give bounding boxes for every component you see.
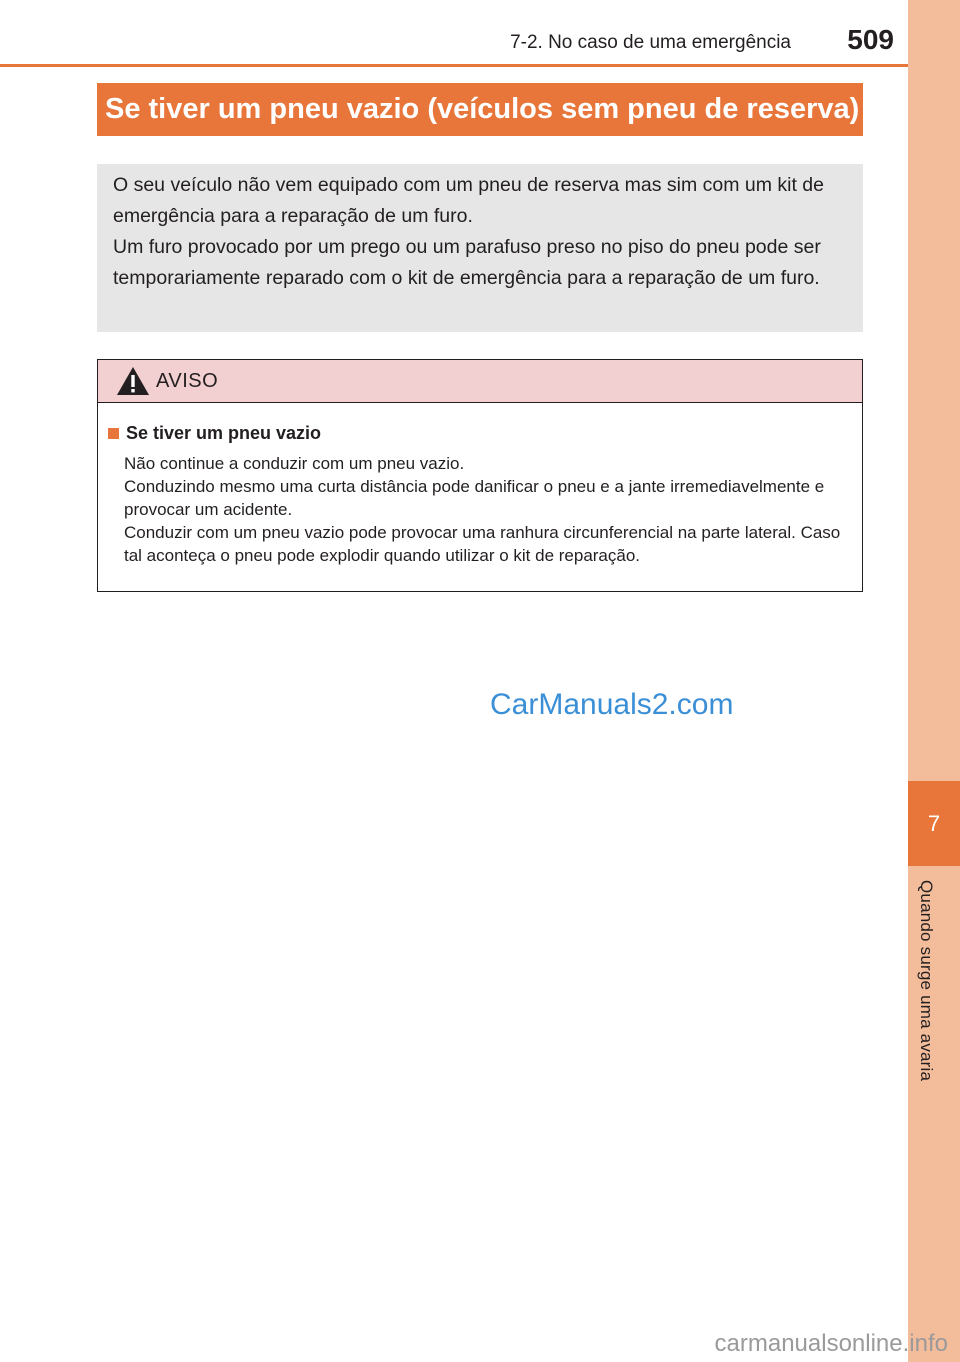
warning-line: Não continue a conduzir com um pneu vazio. [124,454,465,473]
page-number: 509 [847,24,894,55]
warning-triangle-icon [116,366,150,396]
watermark: CarManuals2.com [490,688,734,721]
warning-body [98,403,862,567]
footer-watermark: carmanualsonline.info [714,1330,948,1357]
header-rule [0,64,908,67]
header-section: 7-2. No caso de uma emergência [510,32,791,53]
intro-paragraph: O seu veículo não vem equipado com um pneu de reserva mas sim com um kit de emergência para a reparação de um furo. [113,174,824,227]
chapter-tab [908,781,960,866]
warning-label: AVISO [156,369,219,392]
page-title: Se tiver um pneu vazio (veículos sem pneu de reserva) [97,83,863,136]
chapter-label: Quando surge uma avaria [917,880,936,1082]
intro-box [97,164,863,332]
square-bullet-icon [108,428,119,439]
warning-item-title [108,423,848,444]
side-strip [908,0,960,1362]
warning-item-title-text: Se tiver um pneu vazio [126,423,322,443]
chapter-number: 7 [927,810,941,836]
warning-line: Conduzindo mesmo uma curta distância pode danificar o pneu e a jante irremediavelmente e provocar um acidente. [124,477,825,519]
warning-header [98,360,862,403]
warning-line: Conduzir com um pneu vazio pode provocar uma ranhura circunferencial na parte lateral. Caso tal aconteça o pneu pode explodir quando utilizar o kit de reparação. [124,523,841,565]
warning-text [124,452,848,567]
intro-paragraph: Um furo provocado por um prego ou um parafuso preso no piso do pneu pode ser temporariamente reparado com o kit de emergência para a reparação de um furo. [113,236,821,289]
warning-box [97,359,863,592]
